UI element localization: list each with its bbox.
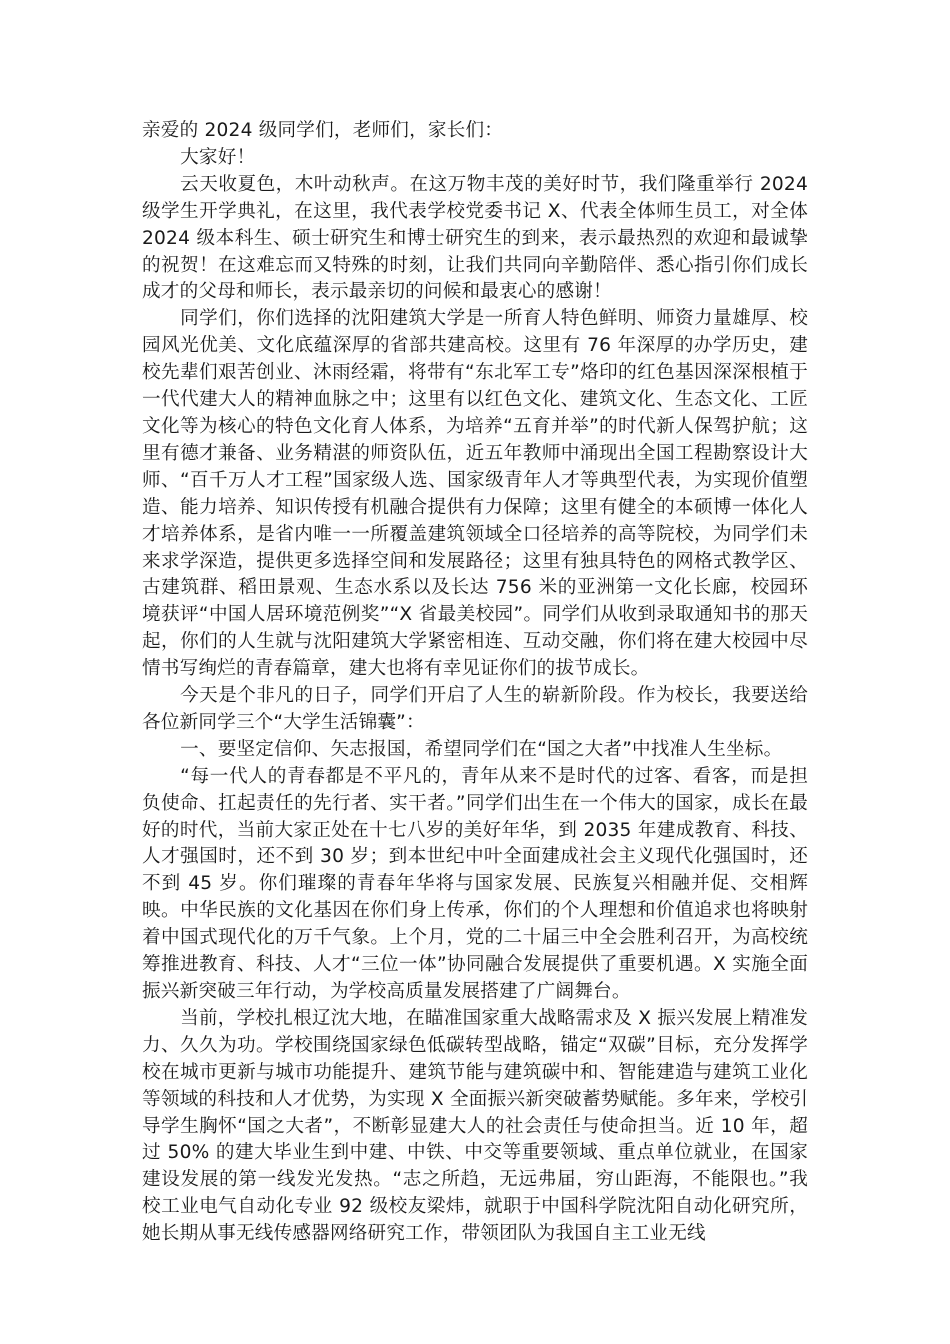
section-heading-one: 一、要坚定信仰、矢志报国，希望同学们在“国之大者”中找准人生坐标。 bbox=[180, 738, 783, 760]
paragraph-current: 当前，学校扎根辽沈大地，在瞄准国家重大战略需求及 X 振兴发展上精准发力、久久为功。学校围绕国家绿色低碳转型战略，锚定“双碳”目标，充分发挥学校在城市更新与城市功能提升、建筑节能与建筑碳中和、智能建造与建筑工业化等领域的科技和人才优势，为实现 X 全面振兴新突破蓄势赋能。多年来，学校引导学生胸怀“国之大者”，不断彰显建大人的社会责任与使命担当。近 10 年，超过 50% 的建大毕业生到中建、中铁、中交等重要领域、重点单位就业，在国家建设发展的第一线发光发热。“志之所趋，无远弗届，穷山距海，不能限也。”我校工业电气自动化专业 92 级校友梁炜，就职于中国科学院沈阳自动化研究所，她长期从事无线传感器网络研究工作，带领团队为我国自主工业无线 bbox=[142, 1007, 808, 1245]
paragraph-university-intro: 同学们，你们选择的沈阳建筑大学是一所育人特色鲜明、师资力量雄厚、校园风光优美、文化底蕴深厚的省部共建高校。这里有 76 年深厚的办学历史，建校先辈们艰苦创业、沐雨经霜，将带有“东北军工专”烙印的红色基因深深根植于一代代建大人的精神血脉之中；这里有以红色文化、建筑文化、生态文化、工匠文化等为核心的特色文化育人体系，为培养“五育并举”的时代新人保驾护航；这里有德才兼备、业务精湛的师资队伍，近五年教师中涌现出全国工程勘察设计大师、“百千万人才工程”国家级人选、国家级青年人才等典型代表，为实现价值塑造、能力培养、知识传授有机融合提供有力保障；这里有健全的本硕博一体化人才培养体系，是省内唯一一所覆盖建筑领域全口径培养的高等院校，为同学们未来求学深造，提供更多选择空间和发展路径；这里有独具特色的网格式教学区、古建筑群、稻田景观、生态水系以及长达 756 米的亚洲第一文化长廊，校园环境获评“中国人居环境范例奖”“X 省最美校园”。同学们从收到录取通知书的那天起，你们的人生就与沈阳建筑大学紧密相连、互动交融，你们将在建大校园中尽情书写绚烂的青春篇章，建大也将有幸见证你们的拔节成长。 bbox=[142, 308, 808, 680]
paragraph-welcome: 云天收夏色，木叶动秋声。在这万物丰茂的美好时节，我们隆重举行 2024 级学生开学典礼，在这里，我代表学校党委书记 X、代表全体师生员工，对全体 2024 级本科生、硕士研究生和博士研究生的到来，表示最热烈的欢迎和最诚挚的祝贺！在这难忘而又特殊的时刻，让我们共同向辛勤陪伴、悉心指引你们成长成才的父母和师长，表示最亲切的问候和最衷心的感谢！ bbox=[142, 173, 808, 303]
paragraph-youth: “每一代人的青春都是不平凡的，青年从来不是时代的过客、看客，而是担负使命、扛起责任的先行者、实干者。”同学们出生在一个伟大的国家，成长在最好的时代，当前大家正处在十七八岁的美好年华，到 2035 年建成教育、科技、人才强国时，还不到 30 岁；到本世纪中叶全面建成社会主义现代化强国时，还不到 45 岁。你们璀璨的青春年华将与国家发展、民族复兴相融并促、交相辉映。中华民族的文化基因在你们身上传承，你们的个人理想和价值追求也将映射着中国式现代化的万千气象。上个月，党的二十届三中全会胜利召开，为高校统筹推进教育、科技、人才“三位一体”协同融合发展提供了重要机遇。X 实施全面振兴新突破三年行动，为学校高质量发展搭建了广阔舞台。 bbox=[142, 765, 808, 1002]
speech-document bbox=[142, 118, 808, 1248]
greeting: 大家好！ bbox=[180, 146, 256, 168]
salutation: 亲爱的 2024 级同学们，老师们，家长们： bbox=[142, 120, 504, 141]
paragraph-new-stage: 今天是个非凡的日子，同学们开启了人生的崭新阶段。作为校长，我要送给各位新同学三个“大学生活锦囊”： bbox=[142, 685, 808, 733]
